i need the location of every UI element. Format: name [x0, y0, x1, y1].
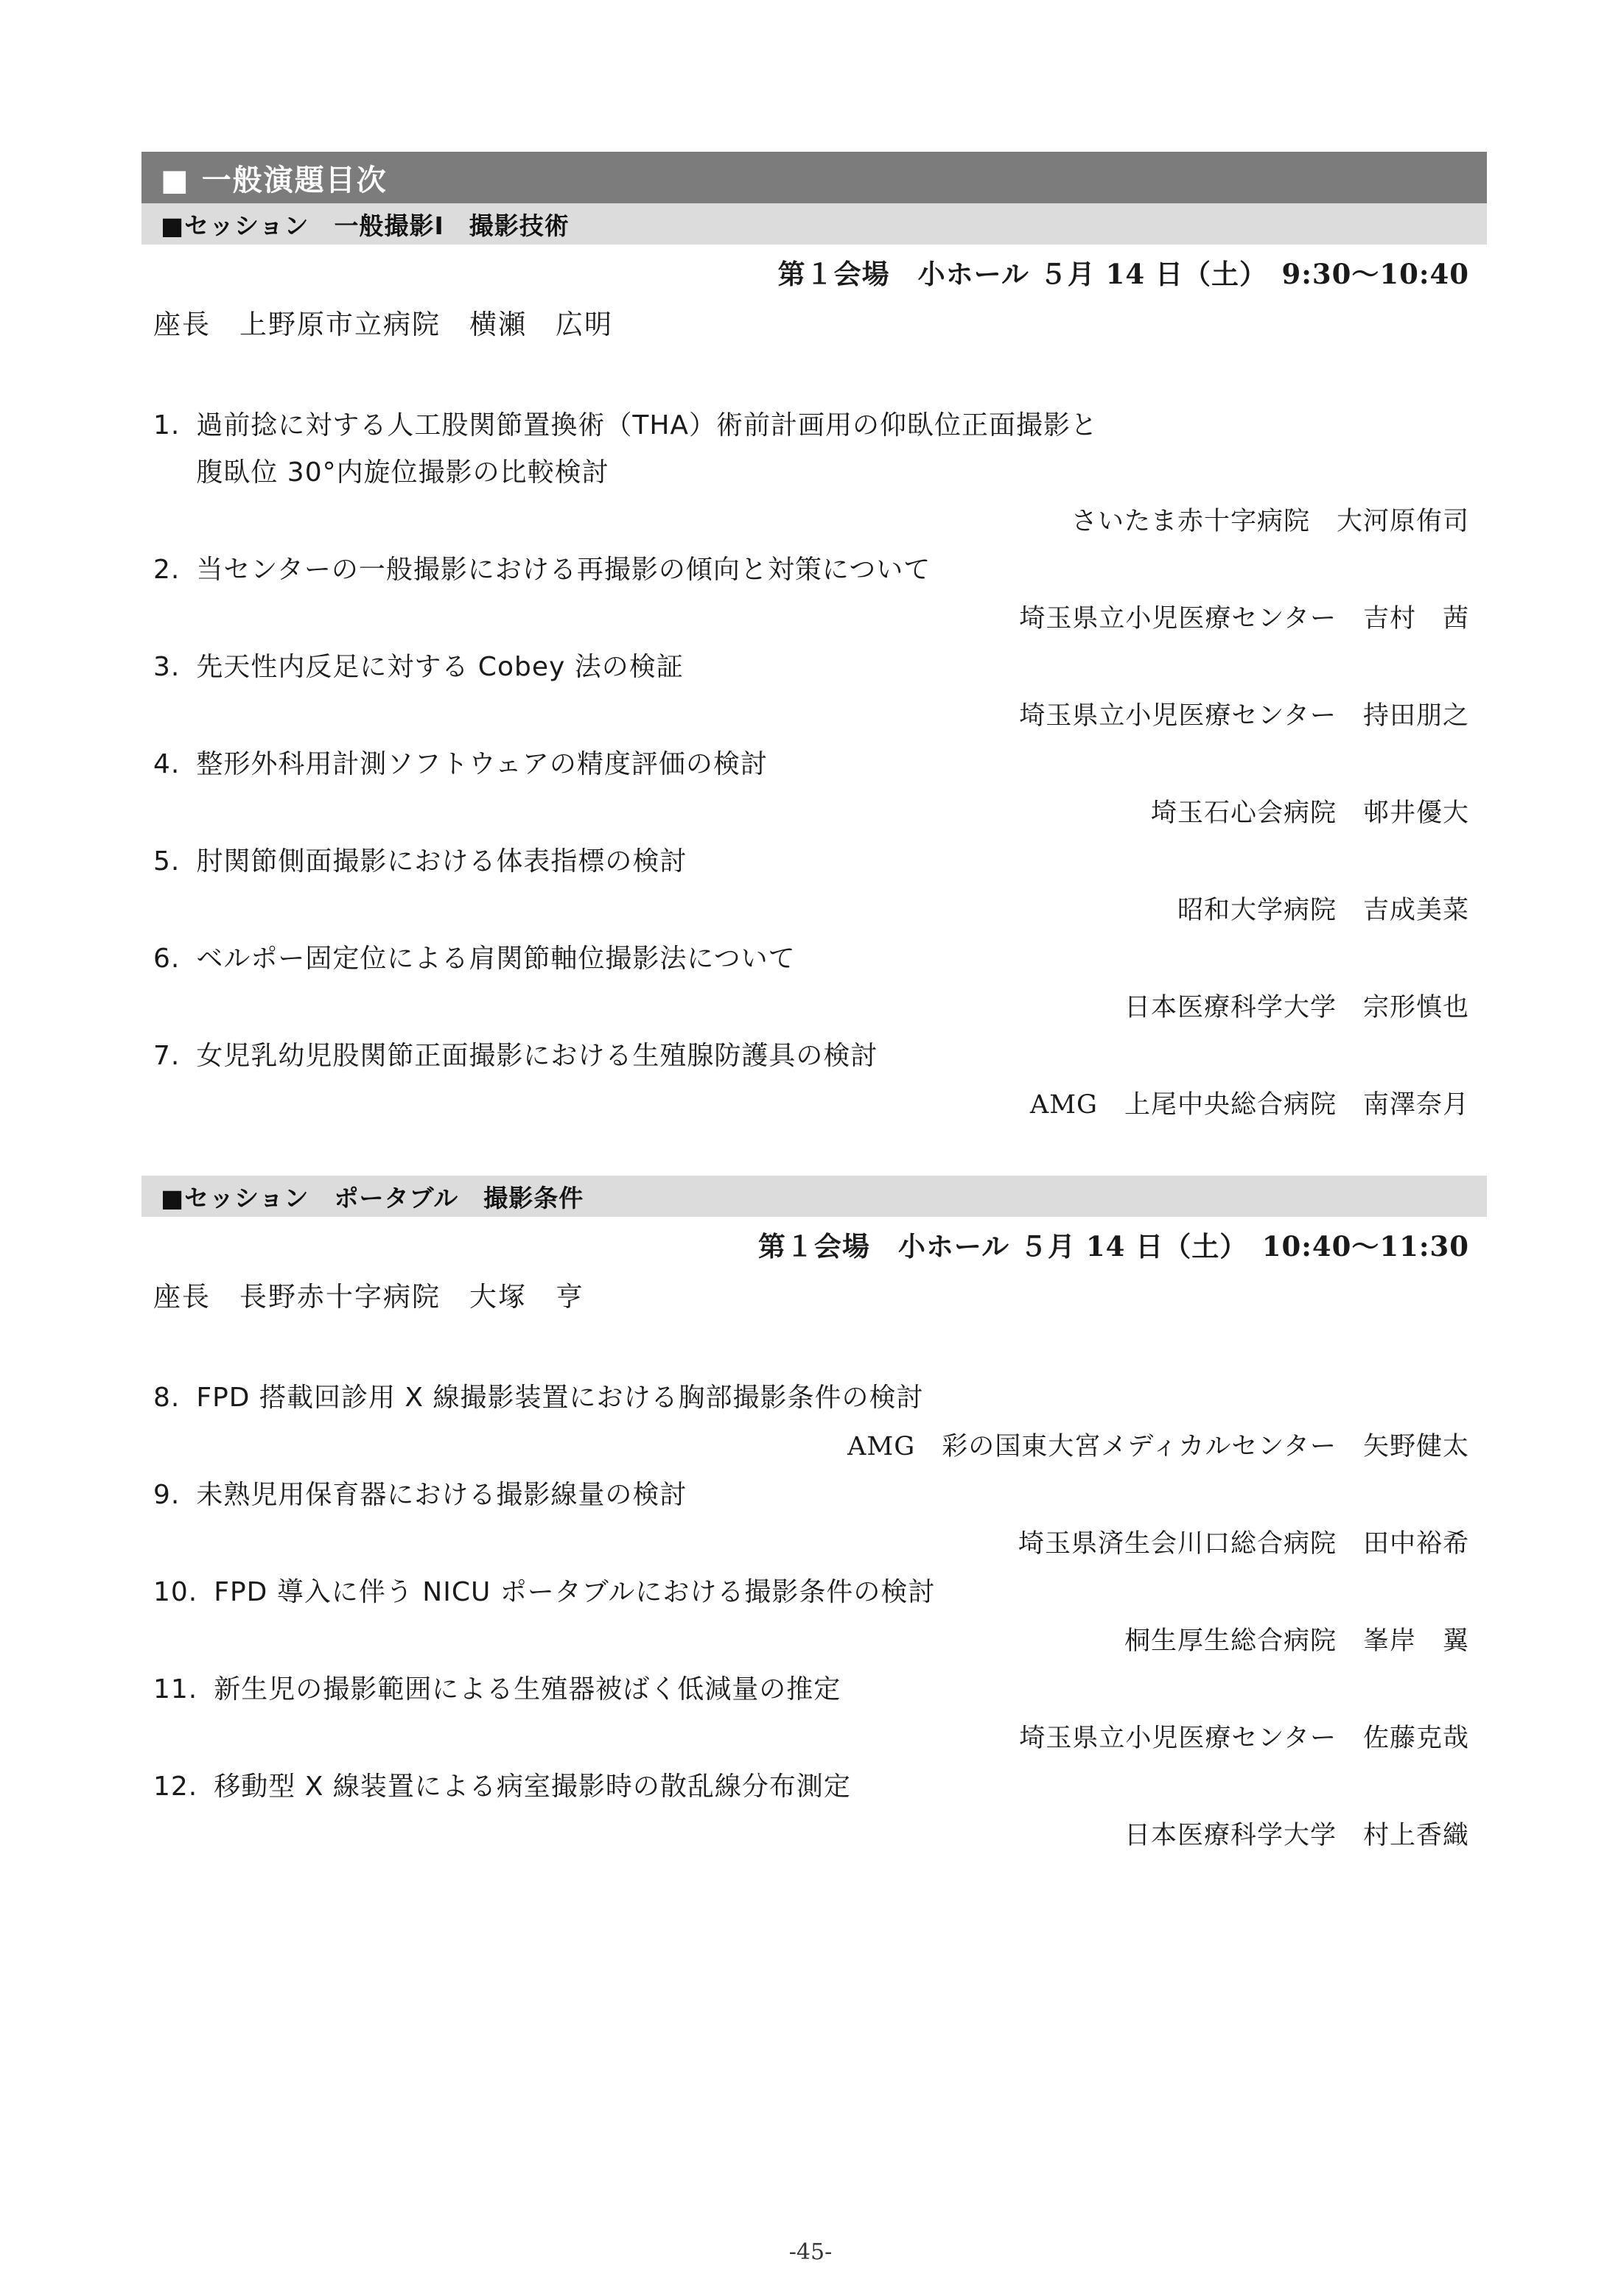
- presentation-title-line2: 腹臥位 30°内旋位撮影の比較検討: [196, 457, 609, 488]
- presentation-title: [141, 1666, 1487, 1713]
- page-number: -45-: [788, 2239, 833, 2265]
- presentation-title-text: 女児乳幼児股関節正面撮影における生殖腺防護具の検討: [196, 1041, 878, 1071]
- presentation-number: 10.: [153, 1577, 198, 1607]
- presentation-title-text: 整形外科用計測ソフトウェアの精度評価の検討: [196, 749, 768, 779]
- presentation-item: [141, 1375, 1487, 1472]
- presentation-list: [141, 1375, 1487, 1861]
- presentation-title: [141, 1033, 1487, 1080]
- presentation-affiliation: 日本医療科学大学 宗形慎也: [1124, 993, 1469, 1022]
- presentation-title: [141, 741, 1487, 788]
- presentation-title-text: 肘関節側面撮影における体表指標の検討: [196, 846, 687, 877]
- session-title: ■セッション 一般撮影Ⅰ 撮影技術: [141, 203, 1487, 245]
- session-general-radiography: [141, 203, 1487, 1130]
- presentation-item: [141, 1033, 1487, 1130]
- presentation-title: [141, 644, 1487, 691]
- presentation-affiliation: 日本医療科学大学 村上香織: [1124, 1821, 1469, 1850]
- presentation-title-text: 先天性内反足に対する Cobey 法の検証: [196, 652, 684, 682]
- presentation-affiliation: AMG 彩の国東大宮メディカルセンター 矢野健太: [847, 1432, 1469, 1461]
- presentation-title: [141, 1569, 1487, 1616]
- presentation-affiliation: 埼玉県立小児医療センター 吉村 茜: [1019, 604, 1469, 633]
- presentation-title-text: FPD 導入に伴う NICU ポータブルにおける撮影条件の検討: [214, 1577, 936, 1607]
- presentation-title: [141, 838, 1487, 885]
- presentation-title-text: 当センターの一般撮影における再撮影の傾向と対策について: [196, 555, 931, 585]
- presentation-number: 12.: [153, 1772, 198, 1802]
- presentation-title-text: 未熟児用保育器における撮影線量の検討: [196, 1480, 687, 1510]
- presentation-title: [141, 1472, 1487, 1519]
- presentation-number: 7.: [153, 1041, 181, 1071]
- presentation-item: [141, 1569, 1487, 1666]
- presentation-item: [141, 402, 1487, 547]
- presentation-number: 8.: [153, 1383, 181, 1413]
- presentation-affiliation: 昭和大学病院 吉成美菜: [1177, 896, 1469, 925]
- presentation-number: 5.: [153, 846, 181, 877]
- presentation-affiliation: 埼玉県立小児医療センター 佐藤克哉: [1019, 1724, 1469, 1753]
- presentation-number: 3.: [153, 652, 181, 682]
- presentation-number: 2.: [153, 555, 181, 585]
- session-venue: 第１会場 小ホール ５月 14 日（土） 9:30〜10:40: [777, 258, 1469, 290]
- presentation-affiliation: さいたま赤十字病院 大河原侑司: [1071, 507, 1469, 536]
- presentation-affiliation: AMG 上尾中央総合病院 南澤奈月: [1029, 1090, 1469, 1120]
- presentation-title-text: 移動型 X 線装置による病室撮影時の散乱線分布測定: [214, 1772, 851, 1802]
- presentation-number: 1.: [153, 410, 181, 440]
- presentation-number: 6.: [153, 944, 181, 974]
- program-page: [141, 152, 1487, 1861]
- session-venue: 第１会場 小ホール ５月 14 日（土） 10:40〜11:30: [757, 1230, 1469, 1263]
- presentation-title-text: ベルポー固定位による肩関節軸位撮影法について: [196, 944, 796, 974]
- presentation-title-line1: 過前捻に対する人工股関節置換術（THA）術前計画用の仰臥位正面撮影と: [196, 410, 1099, 440]
- presentation-item: [141, 741, 1487, 838]
- session-portable: [141, 1176, 1487, 1861]
- presentation-item: [141, 1472, 1487, 1569]
- presentation-number: 11.: [153, 1674, 198, 1705]
- session-title: ■セッション ポータブル 撮影条件: [141, 1176, 1487, 1217]
- presentation-item: [141, 1666, 1487, 1763]
- presentation-affiliation: 埼玉石心会病院 邨井優大: [1150, 798, 1469, 828]
- session-chair: 座長 上野原市立病院 横瀬 広明: [153, 309, 613, 340]
- presentation-affiliation: 桐生厚生総合病院 峯岸 翼: [1124, 1626, 1469, 1656]
- presentation-list: [141, 402, 1487, 1130]
- presentation-number: 4.: [153, 749, 181, 779]
- section-title: ■ 一般演題目次: [141, 152, 1487, 203]
- presentation-title: [141, 1763, 1487, 1811]
- presentation-item: [141, 644, 1487, 741]
- presentation-title: [141, 1375, 1487, 1422]
- presentation-item: [141, 547, 1487, 644]
- presentation-title-text: FPD 搭載回診用 X 線撮影装置における胸部撮影条件の検討: [196, 1383, 924, 1413]
- presentation-number: 9.: [153, 1480, 181, 1510]
- presentation-item: [141, 838, 1487, 935]
- presentation-affiliation: 埼玉県立小児医療センター 持田朋之: [1019, 701, 1469, 731]
- presentation-title-text: 新生児の撮影範囲による生殖器被ばく低減量の推定: [214, 1674, 841, 1705]
- presentation-affiliation: 埼玉県済生会川口総合病院 田中裕希: [1018, 1529, 1469, 1559]
- presentation-item: [141, 935, 1487, 1033]
- presentation-title: [141, 547, 1487, 594]
- session-chair: 座長 長野赤十字病院 大塚 亨: [153, 1281, 584, 1313]
- presentation-title: [141, 402, 1487, 496]
- presentation-item: [141, 1763, 1487, 1861]
- presentation-title: [141, 935, 1487, 983]
